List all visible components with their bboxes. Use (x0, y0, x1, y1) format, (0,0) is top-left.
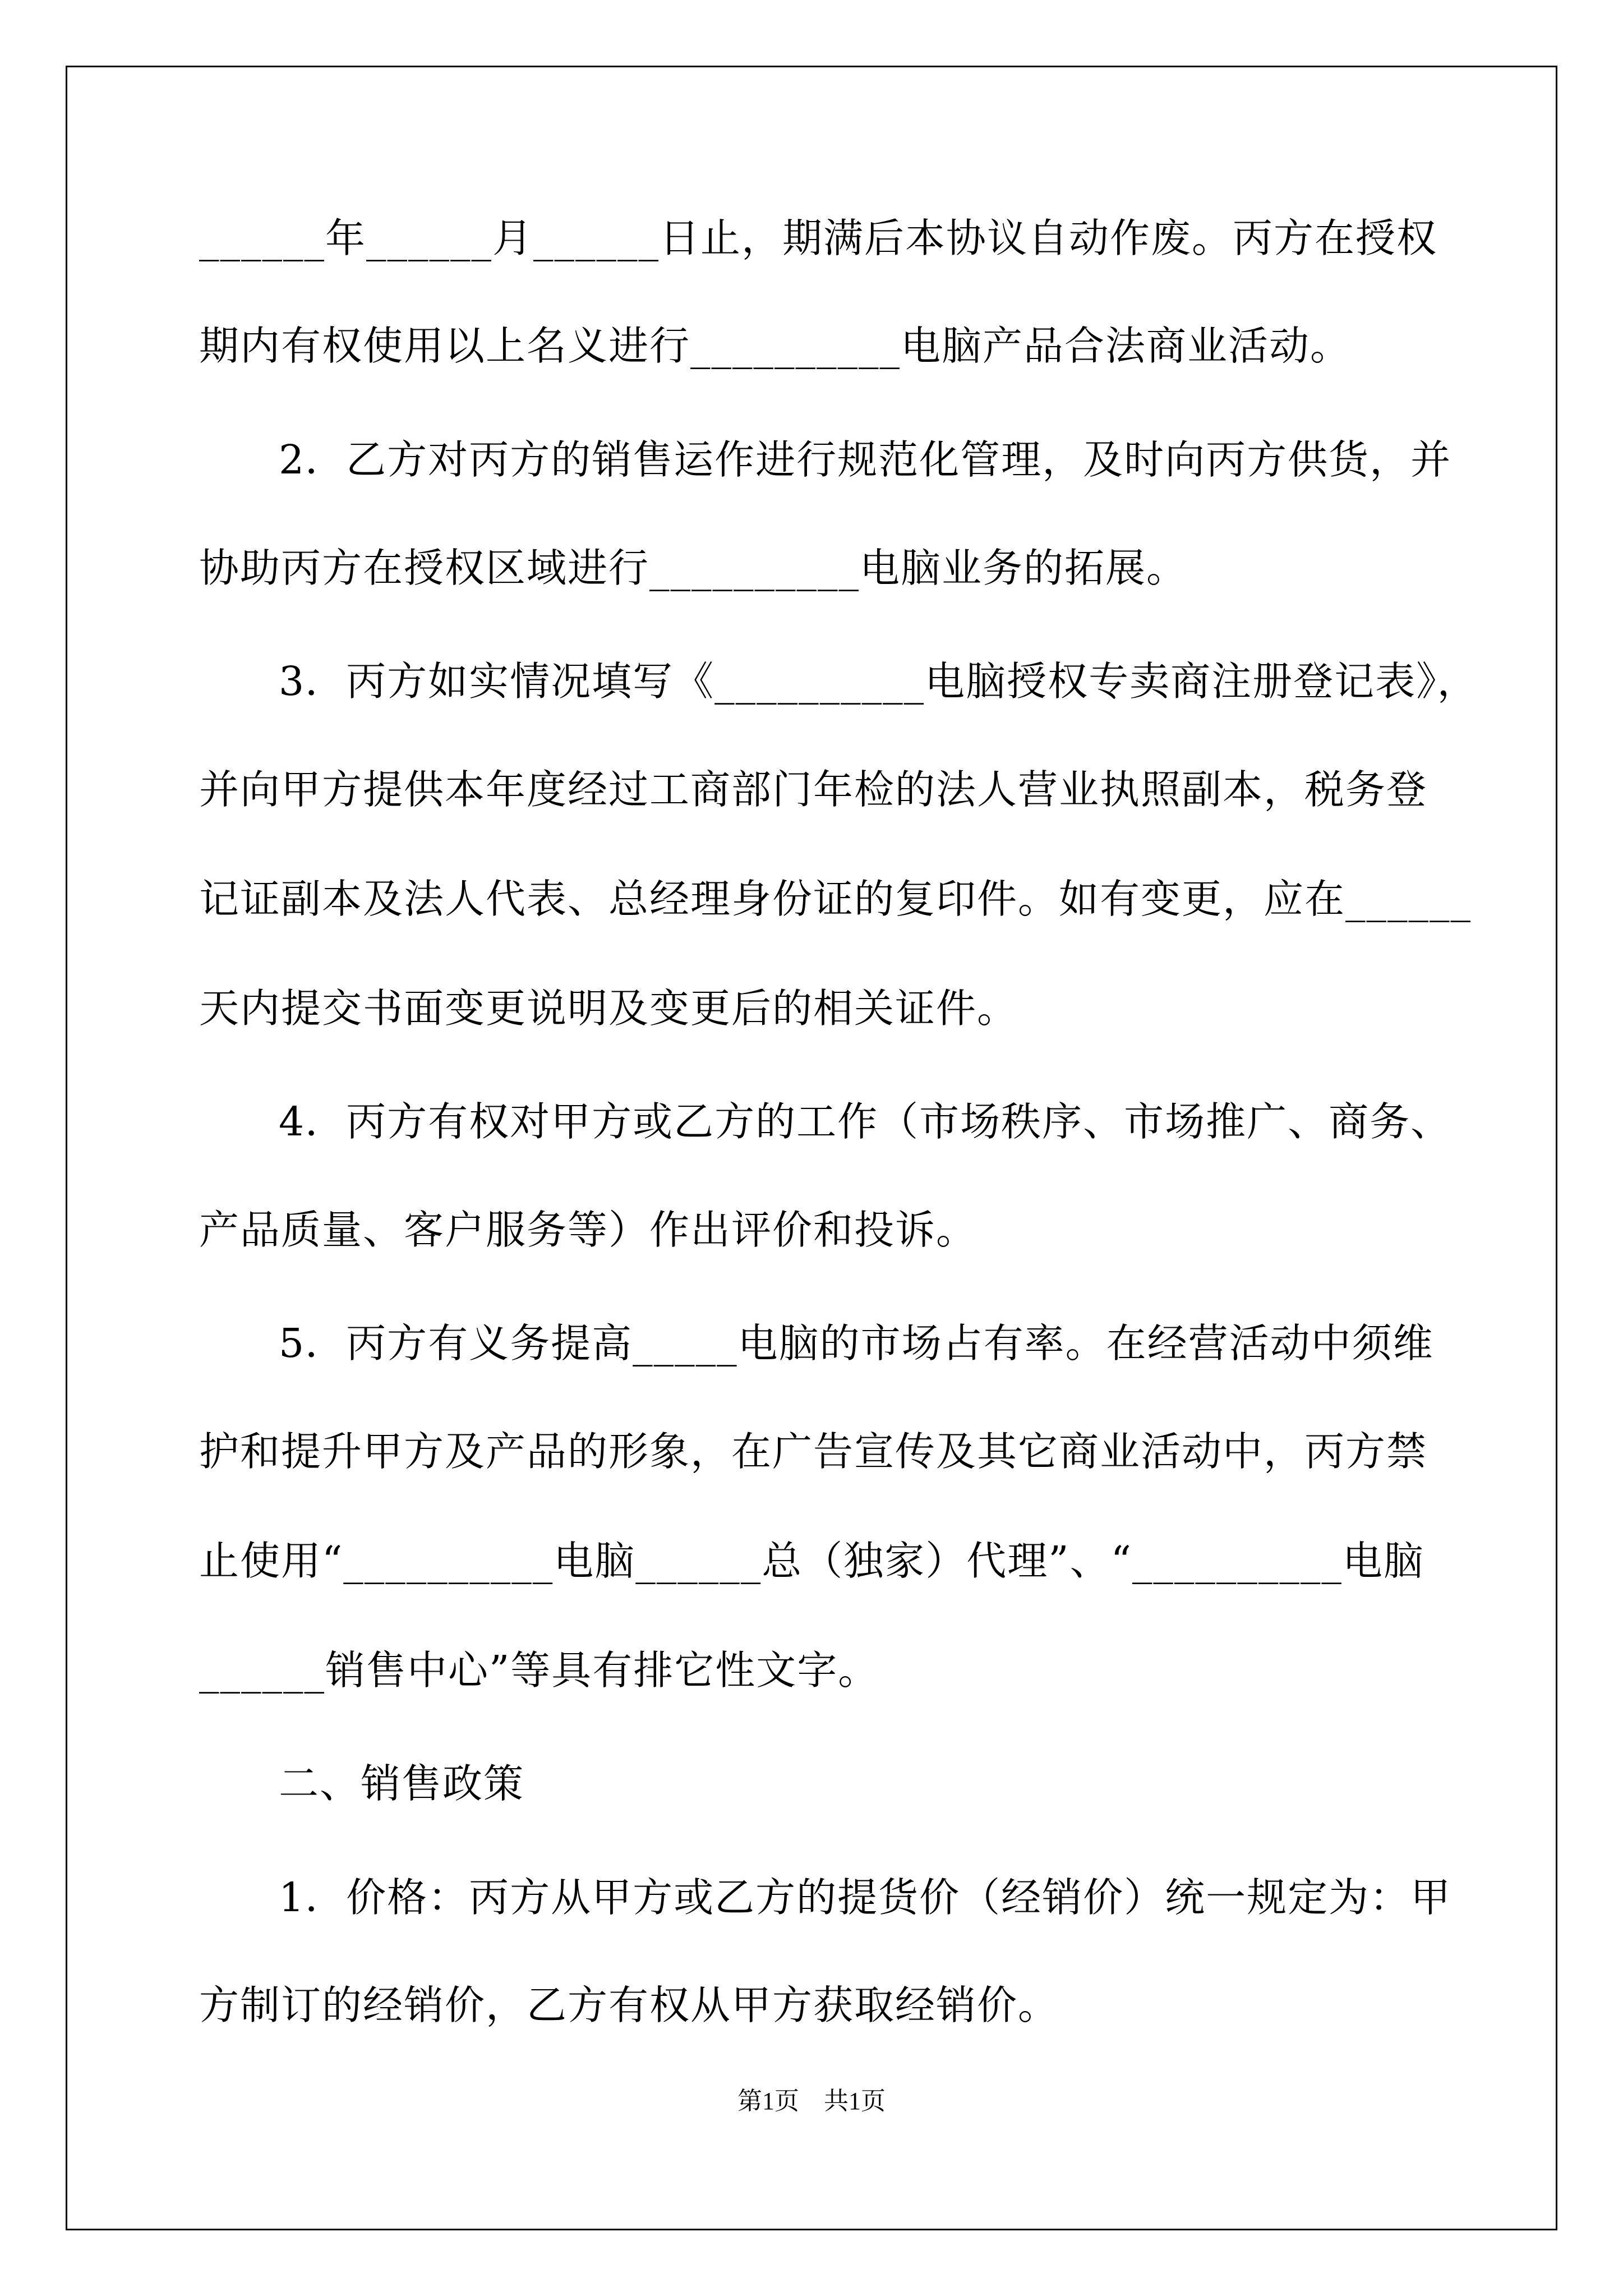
text-line: 5．丙方有义务提高_____电脑的市场占有率。在经营活动中须维 (279, 1320, 1434, 1366)
text-line: 1．价格：丙方从甲方或乙方的提货价（经销价）统一规定为：甲 (279, 1874, 1452, 1921)
text-line: 3．丙方如实情况填写《__________电脑授权专卖商注册登记表》， (279, 658, 1478, 705)
text-line: 记证副本及法人代表、总经理身份证的复印件。如有变更，应在______ (199, 876, 1472, 922)
text-line: 方制订的经销价，乙方有权从甲方获取经销价。 (199, 1982, 1059, 2028)
text-line: 产品质量、客户服务等）作出评价和投诉。 (199, 1207, 978, 1253)
text-line: 协助丙方在授权区域进行__________电脑业务的拓展。 (199, 545, 1188, 591)
text-line: 止使用“__________电脑______总（独家）代理”、“__________电脑 (199, 1538, 1424, 1584)
text-line: 4．丙方有权对甲方或乙方的工作（市场秩序、市场推广、商务、 (279, 1098, 1452, 1145)
section-heading: 二、销售政策 (279, 1760, 525, 1807)
page-footer: 第1页 共1页 (737, 2087, 886, 2115)
text-line: ______销售中心”等具有排它性文字。 (199, 1647, 879, 1694)
text-line: ______年______月______日止，期满后本协议自动作废。丙方在授权 (199, 215, 1438, 261)
text-line: 期内有权使用以上名义进行__________电脑产品合法商业活动。 (199, 323, 1352, 369)
text-line: 天内提交书面变更说明及变更后的相关证件。 (199, 985, 1018, 1032)
text-line: 并向甲方提供本年度经过工商部门年检的法人营业执照副本，税务登 (199, 766, 1428, 813)
text-line: 2．乙方对丙方的销售运作进行规范化管理，及时向丙方供货，并 (279, 436, 1452, 483)
text-line: 护和提升甲方及产品的形象，在广告宣传及其它商业活动中，丙方禁 (199, 1428, 1428, 1475)
